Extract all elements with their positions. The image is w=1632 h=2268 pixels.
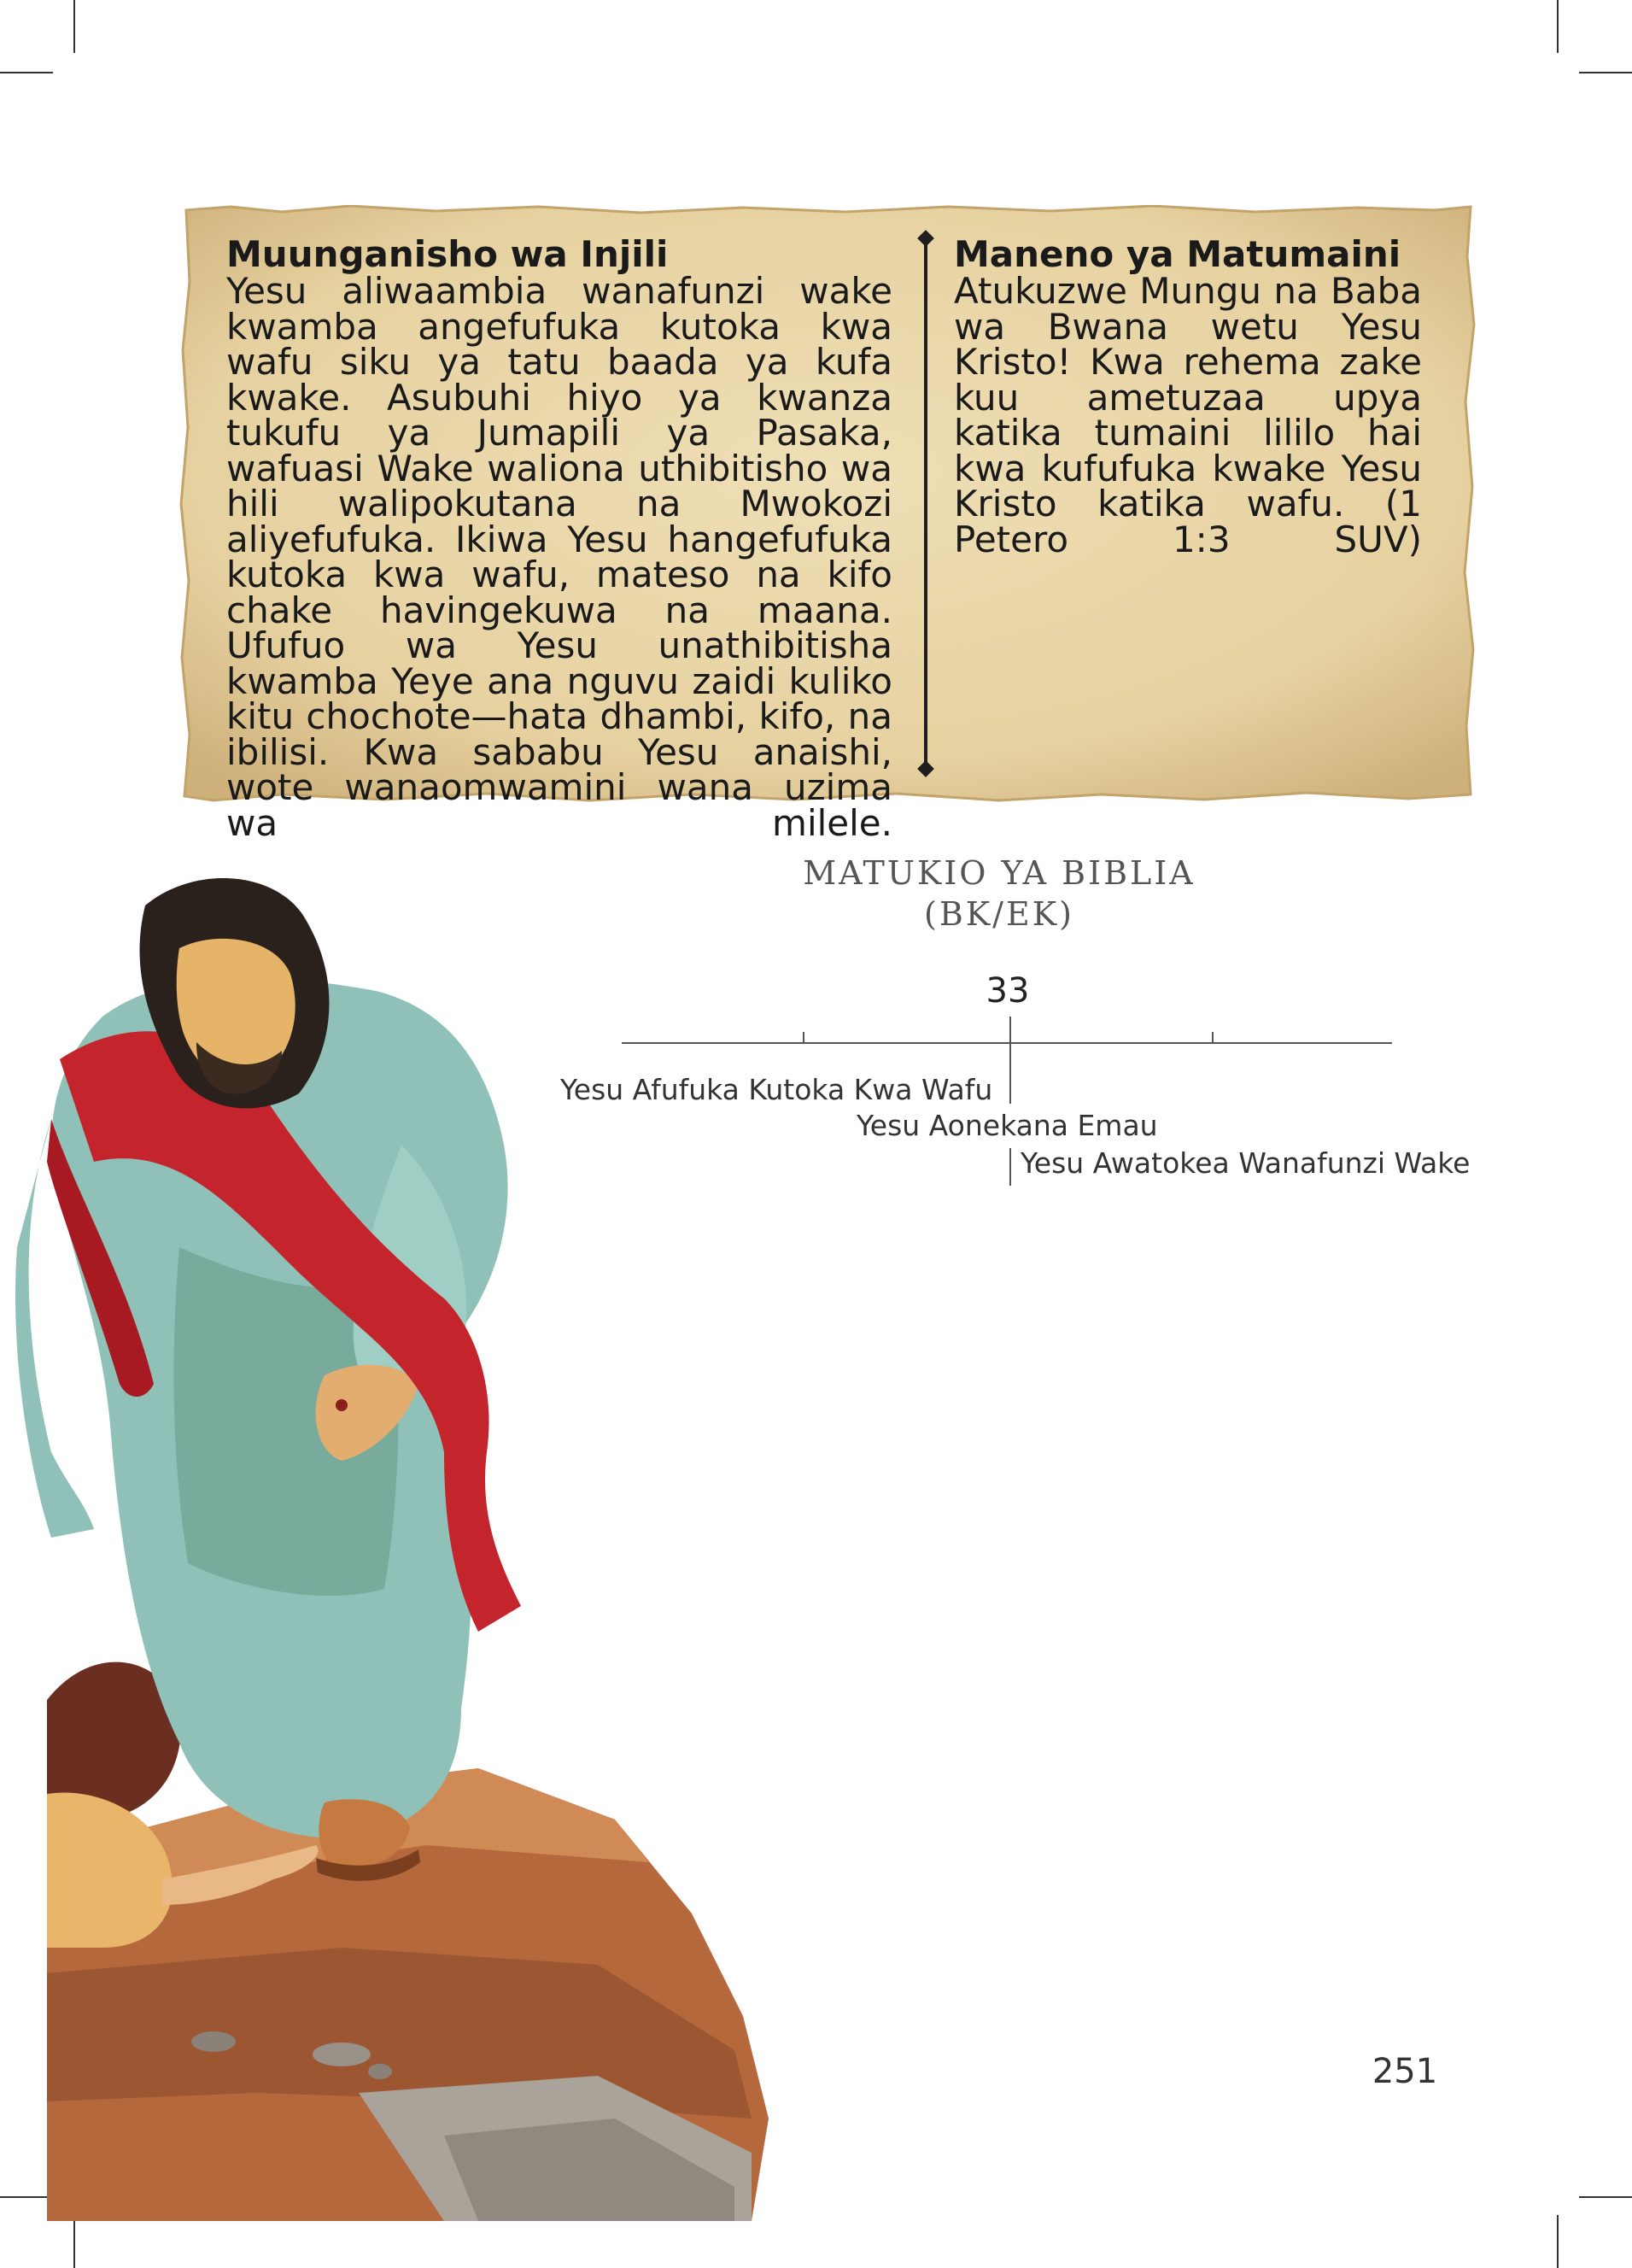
words-of-hope-section [954, 233, 1422, 593]
crop-mark [73, 2215, 75, 2268]
crop-mark [1579, 72, 1632, 73]
timeline-event-label: Yesu Aonekana Emau [857, 1109, 1158, 1142]
gospel-connection-body: Yesu aliwaambia wanafunzi wake kwamba angefufuka kutoka kwa wafu siku ya tatu baada ya kufa kwake. Asubuhi hiyo ya kwanza tukufu ya Jumapili ya Pasaka, wafuasi Wake waliona uthibitisho wa hili walipokutana na Mwokozi aliyefufuka. Ikiwa Yesu hangefufuka kutoka kwa wafu, mateso na kifo chake havingekuwa na maana. Ufufuo wa Yesu unathibitisha kwamba Yeye ana nguvu zaidi kuliko kitu chochote—hata dhambi, kifo, na ibilisi. Kwa sababu Yesu anaishi, wote wanaomwamini wana uzima wa milele. [226, 270, 892, 844]
timeline-event-label: Yesu Afufuka Kutoka Kwa Wafu [560, 1073, 993, 1106]
timeline-event-label: Yesu Awatokea Wanafunzi Wake [1021, 1146, 1471, 1180]
timeline-subtitle: (BK/EK) [924, 895, 1074, 933]
timeline-event-marker [1009, 1148, 1011, 1186]
page-number: 251 [1372, 2052, 1438, 2091]
timeline-heading: MATUKIO YA BIBLIA [803, 854, 1196, 892]
crop-mark [1579, 2196, 1632, 2198]
jesus-illustration [0, 837, 905, 2221]
column-divider [924, 239, 927, 769]
timeline-tick [1212, 1032, 1214, 1043]
crop-mark [0, 72, 53, 73]
timeline-year-marker [1009, 1017, 1011, 1104]
gospel-connection-section [226, 233, 892, 876]
crop-mark [1557, 2215, 1559, 2268]
crop-mark [1557, 0, 1559, 53]
gospel-connection-heading: Muunganisho wa Injili [226, 233, 669, 275]
words-of-hope-body: Atukuzwe Mungu na Baba wa Bwana wetu Yesu Kristo! Kwa rehema zake kuu ametuzaa upya katika tumaini lililo hai kwa kufufuka kwake Yesu Kristo katika wafu. (1 Petero 1:3 SUV) [954, 270, 1422, 560]
crop-mark [73, 0, 75, 53]
timeline-year-label: 33 [986, 971, 1030, 1011]
words-of-hope-heading: Maneno ya Matumaini [954, 233, 1401, 275]
